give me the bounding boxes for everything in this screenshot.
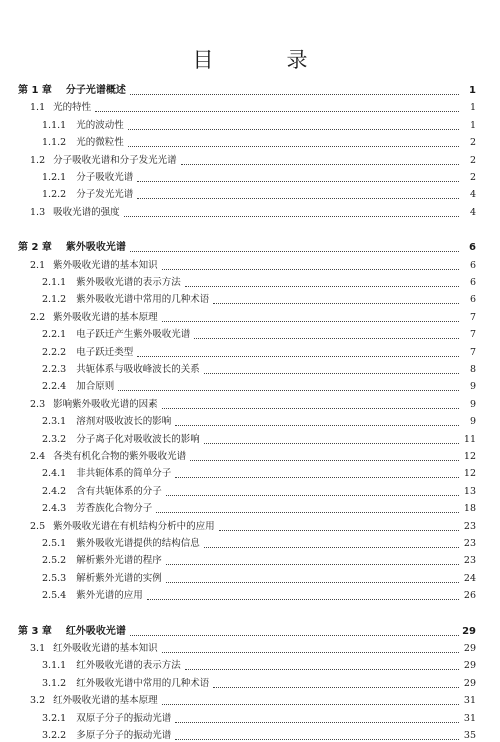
entry-number: 2.3.2 <box>42 433 67 445</box>
toc-section-entry <box>0 690 500 707</box>
entry-number: 1.2.1 <box>42 172 67 183</box>
entry-page-number: 29 <box>463 677 476 689</box>
toc-section-entry <box>0 202 500 219</box>
entry-title: 解析紫外光谱的实例 <box>76 572 162 584</box>
dot-leader <box>166 564 459 565</box>
entry-number: 2.5.1 <box>42 538 67 549</box>
entry-title: 非共轭体系的简单分子 <box>76 468 172 480</box>
dot-leader <box>128 146 459 147</box>
entry-page-number: 31 <box>463 695 476 707</box>
entry-title: 红外吸收光谱的基本原理 <box>53 695 158 707</box>
toc-section-entry <box>0 307 500 324</box>
entry-title: 影响紫外吸收光谱的因素 <box>53 398 158 410</box>
entry-title: 紫外吸收光谱的基本原理 <box>53 311 158 323</box>
entry-title: 解析紫外光谱的程序 <box>76 555 162 567</box>
dot-leader <box>162 321 459 322</box>
entry-page-number: 7 <box>469 311 476 323</box>
dot-leader <box>162 704 459 705</box>
entry-title: 溶剂对吸收波长的影响 <box>76 416 172 428</box>
entry-number: 1.1.1 <box>42 119 67 131</box>
toc-subsection-entry <box>0 673 500 690</box>
toc-subsection-entry <box>0 411 500 428</box>
dot-leader <box>137 198 459 199</box>
toc-subsection-entry <box>0 708 500 725</box>
entry-title: 电子跃迁类型 <box>76 346 134 358</box>
entry-number: 2.4.3 <box>42 503 67 515</box>
toc-subsection-entry <box>0 533 500 550</box>
entry-number: 3.2 <box>30 695 46 707</box>
dot-leader <box>194 338 459 339</box>
entry-number: 2.5 <box>30 520 46 532</box>
entry-page-number: 9 <box>469 381 476 393</box>
toc-subsection-entry <box>0 498 500 515</box>
entry-title: 紫外光谱的应用 <box>76 590 143 602</box>
entry-number: 2.2.1 <box>42 329 67 341</box>
entry-page-number: 6 <box>469 242 476 254</box>
entry-title: 共轭体系与吸收峰波长的关系 <box>76 364 200 375</box>
entry-title: 紫外吸收光谱的表示方法 <box>76 277 181 288</box>
toc-subsection-entry <box>0 184 500 201</box>
dot-leader <box>204 373 459 374</box>
entry-title: 光的微粒性 <box>76 137 124 149</box>
dot-leader <box>181 164 459 165</box>
entry-page-number: 13 <box>463 485 476 497</box>
entry-number: 2.1 <box>30 259 46 271</box>
dot-leader <box>162 408 459 409</box>
entry-page-number: 2 <box>469 154 476 166</box>
page-title: 目 录 <box>192 48 334 72</box>
entry-page-number: 6 <box>469 277 476 288</box>
dot-leader <box>130 635 459 636</box>
entry-title: 分子光谱概述 <box>65 85 126 96</box>
entry-number: 3.1.2 <box>42 677 67 689</box>
entry-number: 2.3.1 <box>42 416 67 428</box>
toc-subsection-entry <box>0 342 500 359</box>
entry-title: 多原子分子的振动光谱 <box>76 730 172 741</box>
entry-title: 芳香族化合物分子 <box>76 503 153 515</box>
entry-page-number: 35 <box>463 730 476 741</box>
entry-page-number: 29 <box>463 643 476 654</box>
dot-leader <box>156 512 459 513</box>
toc-section-entry <box>0 516 500 533</box>
entry-page-number: 6 <box>469 294 476 306</box>
entry-number: 第 2 章 <box>18 242 52 254</box>
entry-page-number: 2 <box>469 137 476 149</box>
entry-number: 2.4.2 <box>42 485 67 497</box>
entry-page-number: 29 <box>462 625 476 637</box>
toc-subsection-entry <box>0 585 500 602</box>
dot-leader <box>124 216 459 217</box>
dot-leader <box>162 652 459 653</box>
entry-title: 光的特性 <box>53 102 92 114</box>
entry-number: 3.2.1 <box>42 712 67 724</box>
entry-number: 第 1 章 <box>18 85 52 96</box>
entry-title: 紫外吸收光谱的基本知识 <box>53 259 158 271</box>
entry-page-number: 8 <box>469 364 476 375</box>
entry-page-number: 7 <box>469 329 476 341</box>
dot-leader <box>166 582 459 583</box>
dot-leader <box>130 94 459 95</box>
entry-title: 分子吸收光谱 <box>76 172 134 183</box>
dot-leader <box>175 739 459 740</box>
entry-number: 2.5.3 <box>42 572 67 584</box>
entry-number: 3.2.2 <box>42 730 67 741</box>
entry-number: 2.2 <box>30 311 46 323</box>
toc-subsection-entry <box>0 359 500 376</box>
toc-subsection-entry <box>0 132 500 149</box>
toc-chapter-entry <box>0 80 500 97</box>
entry-number: 1.2.2 <box>42 189 67 201</box>
entry-page-number: 23 <box>463 520 476 532</box>
entry-number: 3.1 <box>30 643 46 654</box>
entry-page-number: 9 <box>469 416 476 428</box>
entry-number: 2.2.2 <box>42 346 67 358</box>
entry-page-number: 1 <box>469 102 476 114</box>
toc-subsection-entry <box>0 376 500 393</box>
dot-leader <box>118 390 459 391</box>
dot-leader <box>204 547 459 548</box>
entry-title: 紫外吸收光谱提供的结构信息 <box>76 538 200 549</box>
toc-subsection-entry <box>0 481 500 498</box>
toc-subsection-entry <box>0 429 500 446</box>
entry-number: 2.5.4 <box>42 590 67 602</box>
entry-number: 2.4.1 <box>42 468 67 480</box>
toc-subsection-entry <box>0 725 500 742</box>
entry-number: 2.5.2 <box>42 555 67 567</box>
toc-subsection-entry <box>0 289 500 306</box>
entry-page-number: 6 <box>469 259 476 271</box>
dot-leader <box>137 181 459 182</box>
entry-page-number: 11 <box>463 433 476 445</box>
entry-title: 红外吸收光谱的表示方法 <box>76 660 181 672</box>
entry-title: 吸收光谱的强度 <box>53 206 120 218</box>
entry-page-number: 7 <box>469 346 476 358</box>
toc-subsection-entry <box>0 463 500 480</box>
entry-page-number: 9 <box>469 398 476 410</box>
entry-title: 分子吸收光谱和分子发光光谱 <box>53 154 177 166</box>
dot-leader <box>175 425 459 426</box>
entry-number: 1.1.2 <box>42 137 67 149</box>
dot-leader <box>190 460 459 461</box>
entry-page-number: 1 <box>469 119 476 131</box>
entry-title: 光的波动性 <box>76 119 124 131</box>
entry-number: 1.3 <box>30 206 46 218</box>
entry-title: 紫外吸收光谱在有机结构分析中的应用 <box>53 520 215 532</box>
entry-number: 2.3 <box>30 398 46 410</box>
dot-leader <box>175 722 459 723</box>
dot-leader <box>166 495 459 496</box>
entry-number: 1.2 <box>30 154 46 166</box>
dot-leader <box>130 251 459 252</box>
entry-page-number: 1 <box>469 85 476 96</box>
dot-leader <box>219 530 459 531</box>
toc-section-entry <box>0 150 500 167</box>
entry-title: 分子发光光谱 <box>76 189 134 201</box>
toc-subsection-entry <box>0 272 500 289</box>
dot-leader <box>137 356 459 357</box>
entry-page-number: 23 <box>463 555 476 567</box>
toc-section-entry <box>0 97 500 114</box>
toc-section-entry <box>0 638 500 655</box>
entry-title: 加合原则 <box>76 381 115 393</box>
toc-subsection-entry <box>0 655 500 672</box>
entry-page-number: 26 <box>463 590 476 602</box>
dot-leader <box>162 269 459 270</box>
entry-page-number: 18 <box>463 503 476 515</box>
entry-title: 分子离子化对吸收波长的影响 <box>76 433 200 445</box>
entry-page-number: 12 <box>463 451 476 462</box>
entry-title: 紫外吸收光谱中常用的几种术语 <box>76 294 210 306</box>
dot-leader <box>175 477 459 478</box>
entry-page-number: 31 <box>463 712 476 724</box>
toc-subsection-entry <box>0 115 500 132</box>
entry-page-number: 24 <box>463 572 476 584</box>
entry-title: 电子跃迁产生紫外吸收光谱 <box>76 329 191 341</box>
toc-section-entry <box>0 394 500 411</box>
entry-number: 2.4 <box>30 451 46 462</box>
dot-leader <box>95 111 459 112</box>
dot-leader <box>213 687 459 688</box>
entry-title: 红外吸收光谱中常用的几种术语 <box>76 677 210 689</box>
entry-number: 2.1.2 <box>42 294 67 306</box>
toc-chapter-entry <box>0 237 500 254</box>
entry-number: 3.1.1 <box>42 660 67 672</box>
entry-title: 双原子分子的振动光谱 <box>76 712 172 724</box>
dot-leader <box>147 599 459 600</box>
dot-leader <box>185 669 459 670</box>
entry-title: 各类有机化合物的紫外吸收光谱 <box>53 451 187 462</box>
entry-page-number: 29 <box>463 660 476 672</box>
entry-number: 2.1.1 <box>42 277 67 288</box>
toc-subsection-entry <box>0 568 500 585</box>
dot-leader <box>128 129 459 130</box>
entry-number: 2.2.3 <box>42 364 67 375</box>
entry-title: 含有共轭体系的分子 <box>76 485 162 497</box>
entry-title: 紫外吸收光谱 <box>65 242 126 254</box>
toc-chapter-entry <box>0 621 500 638</box>
entry-page-number: 4 <box>469 206 476 218</box>
entry-title: 红外吸收光谱 <box>65 625 126 637</box>
dot-leader <box>204 443 459 444</box>
toc-section-entry <box>0 255 500 272</box>
entry-number: 1.1 <box>30 102 46 114</box>
toc-subsection-entry <box>0 324 500 341</box>
toc-subsection-entry <box>0 550 500 567</box>
entry-page-number: 23 <box>463 538 476 549</box>
entry-page-number: 12 <box>463 468 476 480</box>
entry-number: 第 3 章 <box>18 625 52 637</box>
entry-page-number: 4 <box>469 189 476 201</box>
dot-leader <box>185 286 459 287</box>
entry-title: 红外吸收光谱的基本知识 <box>53 643 158 654</box>
toc-section-entry <box>0 446 500 463</box>
entry-page-number: 2 <box>469 172 476 183</box>
toc-subsection-entry <box>0 167 500 184</box>
entry-number: 2.2.4 <box>42 381 67 393</box>
dot-leader <box>213 303 459 304</box>
